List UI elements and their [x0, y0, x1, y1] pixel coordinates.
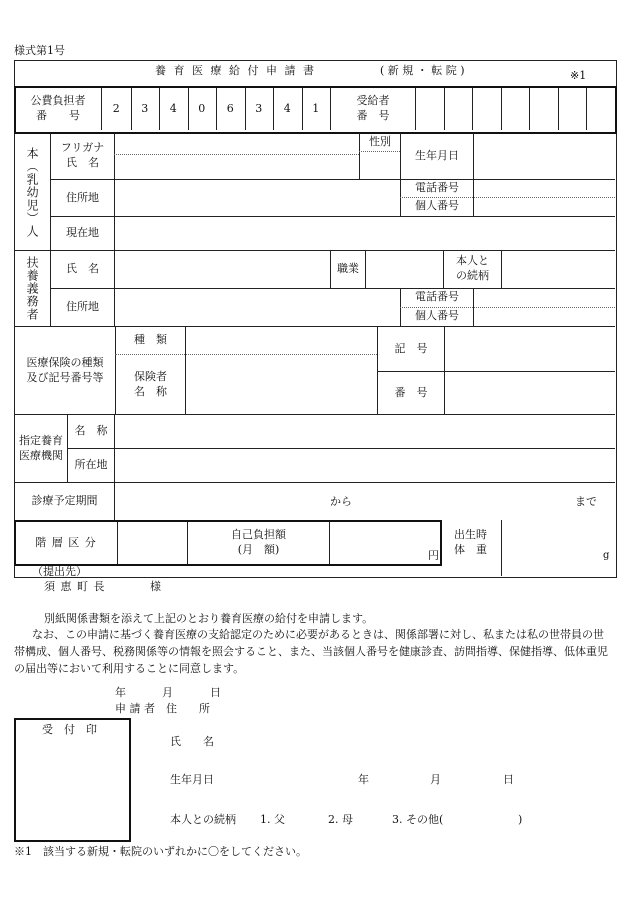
note-mark: ※1 — [570, 69, 587, 82]
child-phone-label: 電話番号 — [415, 181, 459, 195]
guardian-phone-label: 電話番号 — [415, 290, 459, 304]
period-label: 診療予定期間 — [31, 494, 98, 508]
gram-unit: g — [603, 550, 610, 561]
relation-option-father: 1. 父 — [260, 813, 285, 826]
guardian-section-label: 扶養義務者 — [25, 255, 40, 321]
recipient-number-cell[interactable] — [473, 88, 501, 130]
reception-stamp-label: 受 付 印 — [42, 723, 97, 736]
recipient-number-cell[interactable] — [502, 88, 530, 130]
recipient-number-cell[interactable] — [445, 88, 473, 130]
insurer-name-label: 保険者 名 称 — [134, 369, 167, 398]
insurance-number-label: 番 号 — [394, 385, 428, 399]
form-title: 養 育 医 療 給 付 申 請 書 — [155, 64, 316, 77]
recipient-number-cell[interactable] — [416, 88, 444, 130]
payer-digit: 1 — [312, 101, 320, 115]
child-dob-label: 生年月日 — [415, 148, 459, 162]
footnote: ※1 該当する新規・転院のいずれかに〇をしてください。 — [14, 845, 307, 858]
payer-digit: 0 — [198, 101, 206, 115]
guardian-relation-label: 本人と の続柄 — [456, 254, 489, 282]
relation-option-other: 3. その他( — [392, 813, 444, 826]
child-section-label: 本（乳幼児）人 — [25, 147, 40, 238]
child-address-label: 住所地 — [66, 190, 99, 204]
recipient-number-label: 受給者 番 号 — [356, 94, 390, 122]
addressee-honorific: 様 — [150, 580, 161, 593]
applicant-address-label: 申 請 者 住 所 — [115, 702, 210, 715]
payer-digit: 4 — [283, 101, 291, 115]
payer-digit: 6 — [226, 101, 234, 115]
date-day: 日 — [210, 686, 221, 699]
addressee: 須 恵 町 長 — [44, 580, 106, 593]
birth-weight-label: 出生時 体 重 — [454, 528, 487, 556]
insurance-type-label: 種 類 — [134, 333, 167, 347]
dob-year: 年 — [358, 773, 369, 786]
copay-label: 自己負担額 (月 額) — [231, 528, 286, 556]
payer-digit: 2 — [112, 101, 120, 115]
dob-month: 月 — [430, 773, 441, 786]
applicant-name-label: 氏 名 — [170, 735, 214, 748]
payer-digit: 3 — [255, 101, 263, 115]
recipient-number-cell[interactable] — [530, 88, 558, 130]
institution-name-label: 名 称 — [74, 424, 108, 438]
guardian-id-label: 個人番号 — [415, 309, 459, 323]
guardian-address-label: 住所地 — [66, 300, 99, 314]
consent-statement: なお、この申請に基づく養育医療の支給認定のために必要があるときは、関係部署に対し、私または私の世帯員の世帯構成、個人番号、税務関係等の情報を照会すること、また、当該個人番号を健康診査、訪問指導、保健指導、低体重児の届出等において利用することに同意します。 — [14, 628, 608, 675]
sex-label: 性別 — [369, 134, 391, 148]
period-from-label: から — [330, 495, 352, 508]
insurance-symbol-label: 記 号 — [394, 341, 428, 355]
relation-option-close: ) — [518, 813, 523, 826]
application-statement: 別紙関係書類を添えて上記のとおり養育医療の給付を申請します。 — [44, 612, 374, 625]
recipient-number-cell[interactable] — [559, 88, 587, 130]
occupation-label: 職業 — [337, 261, 359, 275]
relation-option-mother: 2. 母 — [328, 813, 353, 826]
class-label: 階 層 区 分 — [35, 535, 97, 549]
reception-stamp-box — [14, 718, 131, 842]
form-number: 様式第1号 — [14, 44, 65, 57]
guardian-name-label: 氏 名 — [66, 261, 99, 275]
form-type-options: ( 新 規 ・ 転 院 ) — [380, 64, 465, 77]
applicant-dob-label: 生年月日 — [170, 773, 214, 786]
payer-digit: 3 — [141, 101, 149, 115]
date-year: 年 — [115, 686, 126, 699]
submission-heading: （提出先） — [32, 565, 87, 578]
institution-location-label: 所在地 — [74, 458, 108, 472]
payer-number-label: 公費負担者 番 号 — [30, 94, 86, 122]
yen-unit: 円 — [428, 549, 439, 562]
child-id-label: 個人番号 — [415, 199, 459, 213]
insurance-label: 医療保険の種類 及び記号番号等 — [26, 355, 104, 384]
dob-day: 日 — [503, 773, 514, 786]
child-current-location-label: 現在地 — [66, 226, 99, 240]
child-name-label: フリガナ 氏 名 — [60, 141, 105, 169]
period-to-label: まで — [575, 495, 597, 508]
applicant-relation-label: 本人との続柄 — [170, 813, 236, 826]
institution-label: 指定養育 医療機関 — [19, 433, 63, 462]
date-month: 月 — [162, 686, 173, 699]
recipient-number-cell[interactable] — [587, 88, 615, 130]
payer-digit: 4 — [169, 101, 177, 115]
